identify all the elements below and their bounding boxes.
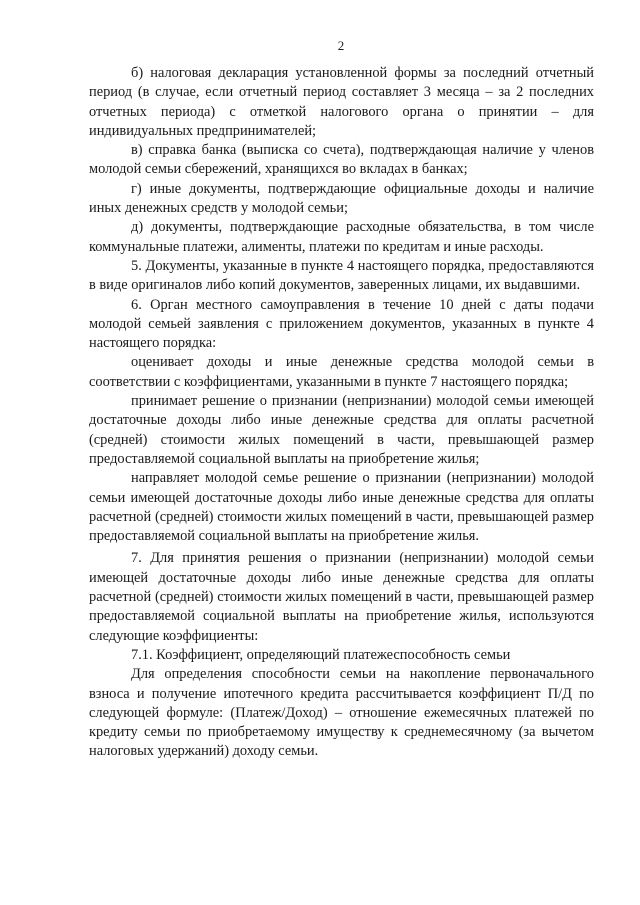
paragraph-6-sends-decision: направляет молодой семье решение о признании (непризнании) молодой семьи имеющей достаточные доходы либо иные денежные средства для оплаты расчетной (средней) стоимости жилых помещений в части, превышающей размер предоставляемой социальной выплаты на приобретение жилья.: [89, 470, 594, 545]
document-body: [89, 64, 594, 762]
paragraph-4d-expense-documents: д) документы, подтверждающие расходные обязательства, в том числе коммунальные платежи, алименты, платежи по кредитам и иные расходы.: [89, 219, 594, 255]
paragraph-5-document-form: 5. Документы, указанные в пункте 4 настоящего порядка, предоставляются в виде оригиналов либо копий документов, заверенных лицами, их выдавшими.: [89, 257, 594, 294]
paragraph-6-local-authority: 6. Орган местного самоуправления в течение 10 дней с даты подачи молодой семьей заявления с приложением документов, указанных в пункте 4 настоящего порядка:: [89, 296, 594, 352]
paragraph-4g-other-documents: г) иные документы, подтверждающие официальные доходы и наличие иных денежных средств у молодой семьи;: [89, 180, 594, 217]
paragraph-4b-tax-declaration: б) налоговая декларация установленной формы за последний отчетный период (в случае, если отчетный период составляет 3 месяца – за 2 последних отчетных периода) с отметкой налогового органа о принятии – для индивидуальных предпринимателей;: [89, 65, 594, 139]
paragraph-7-1-formula: Для определения способности семьи на накопление первоначального взноса и получение ипотечного кредита рассчитывается коэффициент П/Д по следующей формуле: (Платеж/Доход) – отношение ежемесячных платежей по кредиту семьи по приобретаемому имуществу к среднемесячному (за вычетом налоговых удержаний) доходу семьи.: [89, 666, 594, 760]
page-number: 2: [337, 38, 345, 53]
paragraph-7-1-heading: 7.1. Коэффициент, определяющий платежеспособность семьи: [131, 646, 511, 663]
paragraph-4v-bank-statement: в) справка банка (выписка со счета), подтверждающая наличие у членов молодой семьи сбережений, хранящихся во вкладах в банках;: [89, 142, 594, 178]
paragraph-6-decides: принимает решение о признании (непризнании) молодой семьи имеющей достаточные доходы либо иные денежные средства для оплаты расчетной (средней) стоимости жилых помещений в части, превышающей размер предоставляемой социальной выплаты на приобретение жилья;: [89, 393, 594, 467]
paragraph-7-coefficients: 7. Для принятия решения о признании (непризнании) молодой семьи имеющей достаточные доходы либо иные денежные средства для оплаты расчетной (средней) стоимости жилых помещений в части, превышающей размер предоставляемой социальной выплаты на приобретение жилья, используются следующие коэффициенты:: [89, 550, 594, 644]
paragraph-6-evaluates: оценивает доходы и иные денежные средства молодой семьи в соответствии с коэффициентами, указанными в пункте 7 настоящего порядка;: [89, 354, 594, 390]
